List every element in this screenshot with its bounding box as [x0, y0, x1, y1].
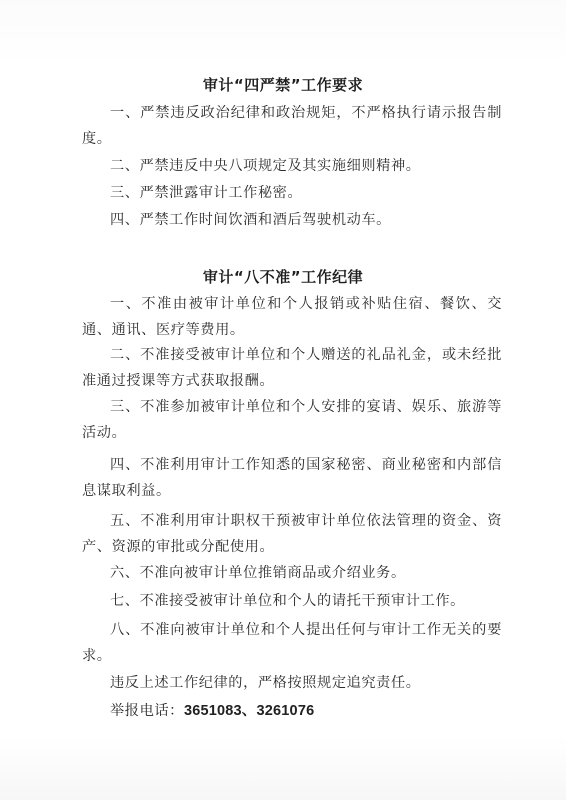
rule-item-2: 二、不准接受被审计单位和个人赠送的礼品礼金，或未经批准通过授课等方式获取报酬。	[82, 347, 502, 389]
rule-item-5: 五、不准利用审计职权干预被审计单位依法管理的资金、资产、资源的审批或分配使用。	[82, 513, 502, 555]
rule-item-6: 六、不准向被审计单位推销商品或介绍业务。	[110, 565, 406, 581]
prohibition-item-2: 二、严禁违反中央八项规定及其实施细则精神。	[110, 158, 421, 174]
prohibition-item-1: 一、严禁违反政治纪律和政治规矩，不严格执行请示报告制度。	[82, 105, 502, 147]
closing-statement: 违反上述工作纪律的，严格按照规定追究责任。	[110, 675, 421, 691]
rule-item-3: 三、不准参加被审计单位和个人安排的宴请、娱乐、旅游等活动。	[82, 399, 502, 441]
prohibition-item-3: 三、严禁泄露审计工作秘密。	[110, 185, 303, 201]
report-phone-numbers: 3651083、3261076	[183, 703, 315, 719]
report-hotline	[110, 699, 314, 720]
section-title-eight-rules: 审计“八不准”工作纪律	[202, 268, 364, 286]
rule-item-7: 七、不准接受被审计单位和个人的请托干预审计工作。	[110, 593, 465, 609]
prohibition-item-4: 四、严禁工作时间饮酒和酒后驾驶机动车。	[110, 212, 391, 228]
rule-item-4: 四、不准利用审计工作知悉的国家秘密、商业秘密和内部信息谋取利益。	[82, 457, 502, 499]
section-title-four-prohibitions: 审计“四严禁”工作要求	[202, 76, 364, 94]
report-label: 举报电话：	[110, 703, 184, 719]
rule-item-8: 八、不准向被审计单位和个人提出任何与审计工作无关的要求。	[82, 622, 502, 664]
rule-item-1: 一、不准由被审计单位和个人报销或补贴住宿、餐饮、交通、通讯、医疗等费用。	[82, 296, 502, 338]
